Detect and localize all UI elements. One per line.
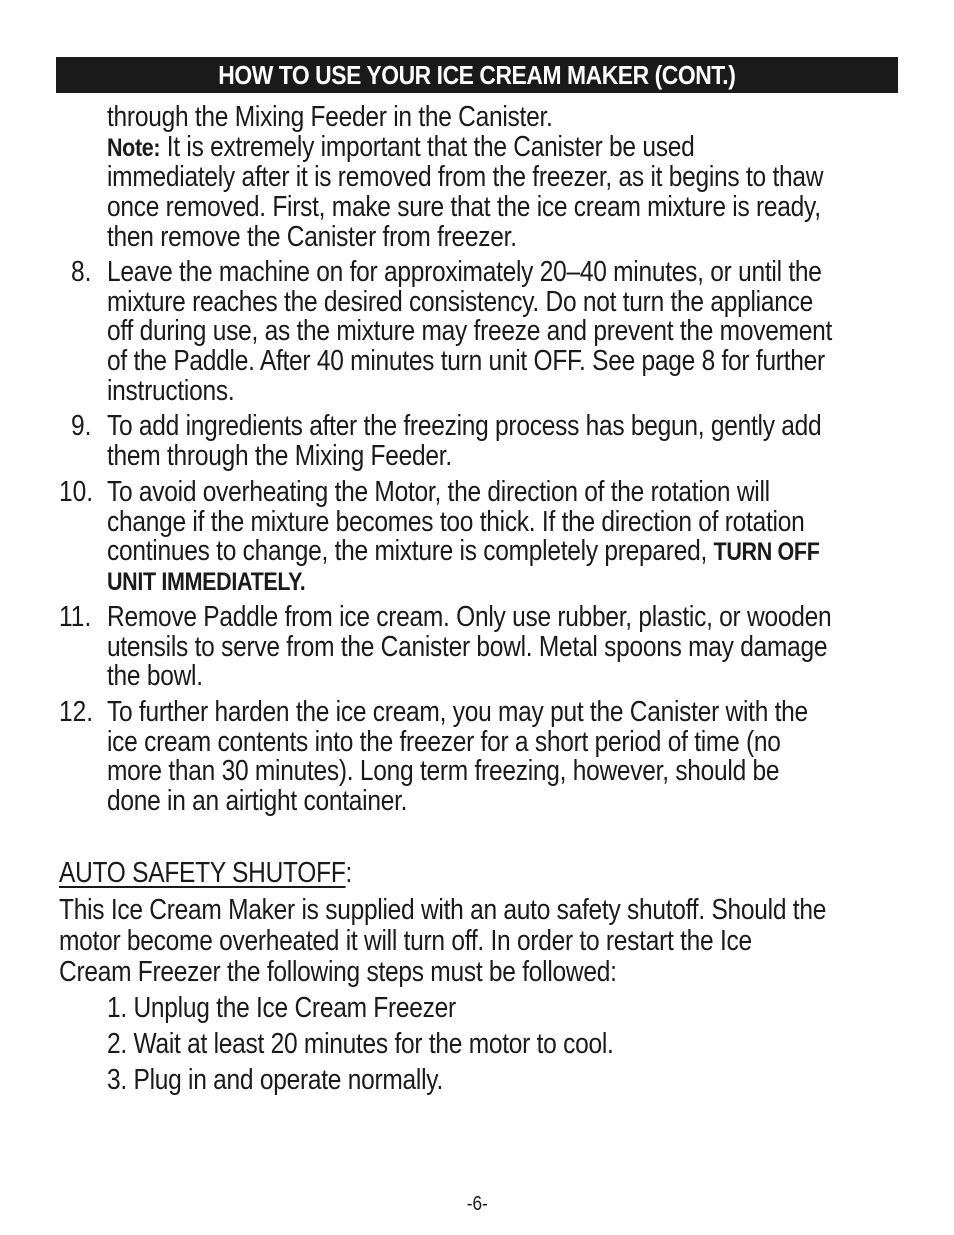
step-line: off during use, as the mixture may freeze and prevent the movement (107, 315, 833, 347)
step-number: 8. (71, 256, 92, 288)
step-line: change if the mixture becomes too thick. If the direction of rotation (107, 506, 805, 538)
step-line (107, 565, 338, 598)
section-title: HOW TO USE YOUR ICE CREAM MAKER (CONT.) (218, 60, 736, 90)
step-line: them through the Mixing Feeder. (107, 440, 452, 472)
shutoff-step: 3. Plug in and operate normally. (107, 1064, 444, 1096)
step-line: To add ingredients after the freezing process has begun, gently add (107, 410, 822, 442)
step-line: utensils to serve from the Canister bowl. Metal spoons may damage (107, 631, 828, 663)
step-number: 10. (59, 476, 94, 508)
auto-safety-paragraph-line: Cream Freezer the following steps must be followed: (59, 956, 617, 988)
step-line: To avoid overheating the Motor, the direction of the rotation will (107, 476, 770, 508)
unit-immediately-warning: UNIT IMMEDIATELY. (107, 568, 306, 596)
step-line: the bowl. (107, 660, 203, 692)
section-header-bar (56, 57, 898, 93)
step-line: To further harden the ice cream, you may put the Canister with the (107, 696, 808, 728)
turn-off-warning: TURN OFF (713, 538, 820, 566)
shutoff-step: 1. Unplug the Ice Cream Freezer (107, 992, 456, 1024)
page-number: -6- (466, 1193, 488, 1215)
note-line: immediately after it is removed from the freezer, as it begins to thaw (107, 161, 824, 193)
step-number: 11. (59, 601, 92, 633)
step-line: more than 30 minutes). Long term freezing, however, should be (107, 755, 780, 787)
note-line: Note: It is extremely important that the Canister be used (107, 131, 695, 163)
step-line: of the Paddle. After 40 minutes turn unit OFF. See page 8 for further (107, 345, 825, 377)
auto-safety-paragraph-line: This Ice Cream Maker is supplied with an auto safety shutoff. Should the (59, 894, 827, 926)
shutoff-step: 2. Wait at least 20 minutes for the motor to cool. (107, 1028, 614, 1060)
continuation-line: through the Mixing Feeder in the Canister. (107, 101, 553, 133)
step-line: instructions. (107, 375, 235, 407)
note-line: then remove the Canister from freezer. (107, 221, 517, 253)
step-line: continues to change, the mixture is completely prepared, TURN OFF (107, 535, 820, 567)
auto-safety-paragraph-line: motor become overheated it will turn off. In order to restart the Ice (59, 925, 752, 957)
step-line: done in an airtight container. (107, 785, 408, 817)
step-number: 9. (71, 410, 92, 442)
step-line: Leave the machine on for approximately 20–40 minutes, or until the (107, 256, 822, 288)
note-line: once removed. First, make sure that the ice cream mixture is ready, (107, 191, 821, 223)
note-label: Note: (107, 134, 161, 162)
step-line: mixture reaches the desired consistency. Do not turn the appliance (107, 286, 813, 318)
step-line: Remove Paddle from ice cream. Only use rubber, plastic, or wooden (107, 601, 832, 633)
auto-safety-heading: AUTO SAFETY SHUTOFF: (59, 857, 353, 889)
step-number: 12. (59, 696, 94, 728)
step-line: ice cream contents into the freezer for a short period of time (no (107, 726, 781, 758)
